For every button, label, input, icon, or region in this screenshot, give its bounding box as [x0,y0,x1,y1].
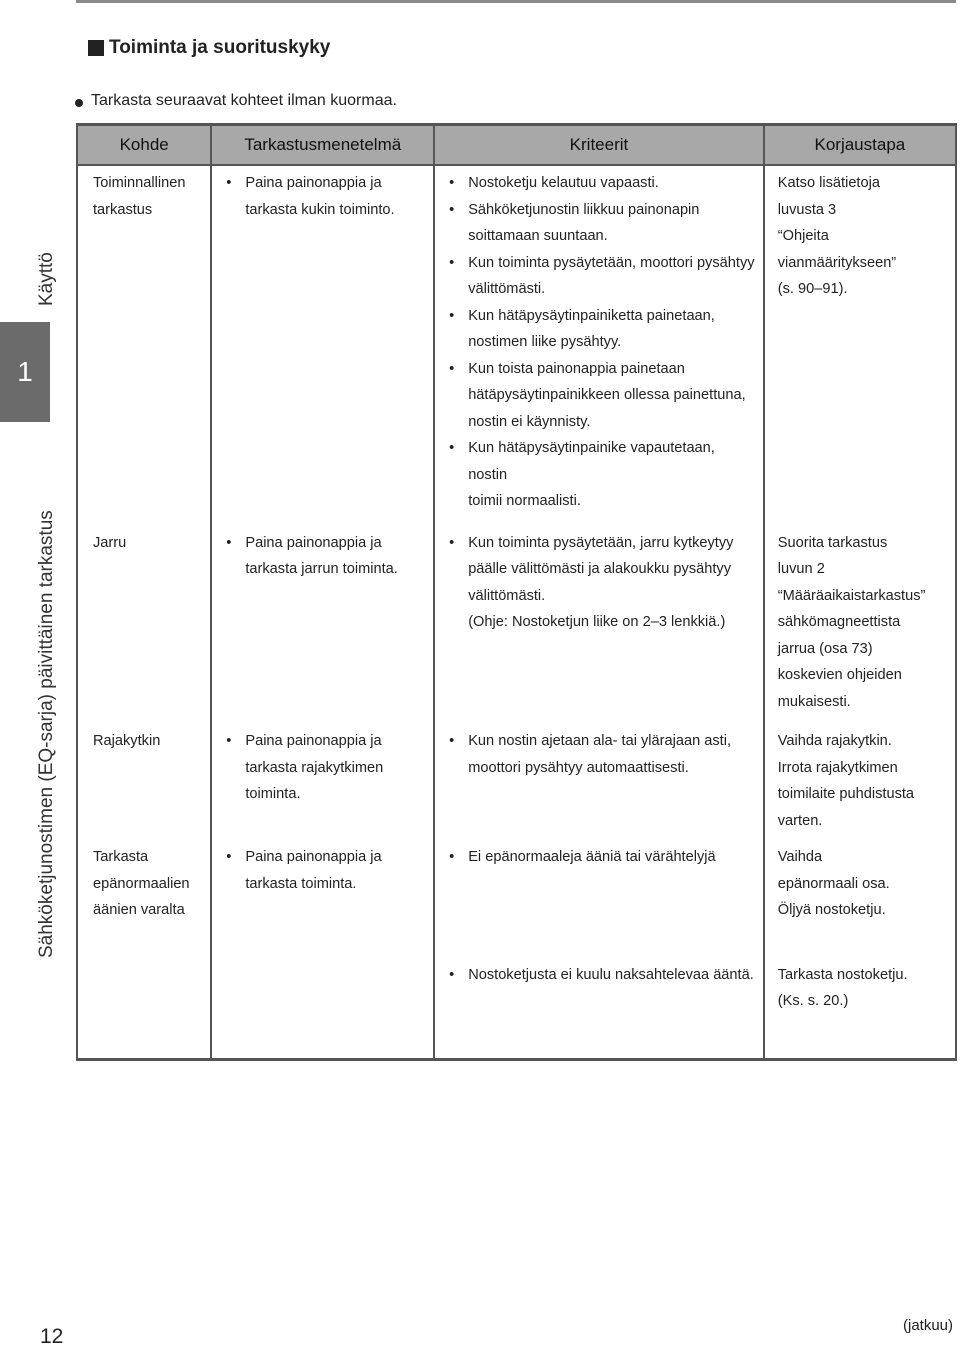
cell-remedy: Katso lisätietoja luvusta 3 “Ohjeita vianmääritykseen” (s. 90–91). [764,165,956,523]
list-item: • Kun nostin ajetaan ala- tai ylärajaan asti, moottori pysähtyy automaattisesti. [449,733,732,776]
cell-remedy: Suorita tarkastus luvun 2 “Määräaikaistarkastus” sähkömagneettista jarrua (osa 73) koskevien ohjeiden mukaisesti. [764,523,956,724]
list-item: • Sähköketjunostin liikkuu painonapin soittamaan suuntaan. [449,201,700,244]
cell-remedy: Vaihda rajakytkin. Irrota rajakytkimen toimilaite puhdistusta varten. [764,723,956,842]
cell-remedy: Vaihda epänormaali osa. Öljyä nostoketju. [764,842,956,962]
cell-item [77,962,211,1060]
square-bullet-icon [88,40,104,56]
list-item: • Nostoketju kelautuu vapaasti. [449,175,659,191]
cell-criteria [434,842,764,962]
page-number: 12 [40,1325,64,1348]
cell-method [211,962,434,1060]
list-item: • Paina painonappia ja tarkasta jarrun toiminta. [226,534,398,577]
chapter-number: 1 [17,356,33,387]
cell-item: Jarru [77,523,211,724]
cell-criteria [434,523,764,724]
list-item: • Ei epänormaaleja ääniä tai värähtelyjä [449,849,716,865]
sidebar-section-title: Sähköketjunostimen (EQ-sarja) päivittäinen tarkastus [36,510,57,958]
list-item: • Nostoketjusta ei kuulu naksahtelevaa ääntä. [449,966,754,983]
cell-method [211,842,434,962]
table-row [77,962,956,1060]
continued-label: (jatkuu) [903,1317,954,1334]
cell-criteria [434,962,764,1060]
list-item: • Paina painonappia ja tarkasta toiminta. [226,849,382,892]
cell-method [211,523,434,724]
list-item: • Kun toiminta pysäytetään, jarru kytkeytyy päälle välittömästi ja alakoukku pysähtyy välittömästi. (Ohje: Nostoketjun liike on 2–3 lenkkiä.) [449,534,734,630]
header-method: Tarkastusmenetelmä [211,125,434,166]
instruction-line [75,92,397,110]
instruction-text: Tarkasta seuraavat kohteet ilman kuormaa. [91,92,397,109]
table-row [77,723,956,842]
chapter-number-tab [0,322,50,422]
cell-item: Toiminnallinen tarkastus [77,165,211,523]
list-item: • Kun toiminta pysäytetään, moottori pysähtyy välittömästi. [449,254,755,297]
cell-item: Rajakytkin [77,723,211,842]
list-item: • Paina painonappia ja tarkasta rajakytkimen toiminta. [226,733,384,802]
table-row [77,165,956,523]
table-header-row [77,125,956,166]
header-remedy: Korjaustapa [764,125,956,166]
inspection-table [76,123,957,1061]
list-item: • Paina painonappia ja tarkasta kukin toiminto. [226,175,395,218]
cell-item: Tarkasta epänormaalien äänien varalta [77,842,211,962]
header-criteria: Kriteerit [434,125,764,166]
cell-method [211,723,434,842]
cell-criteria [434,723,764,842]
cell-remedy: Tarkasta nostoketju. (Ks. s. 20.) [764,962,956,1060]
header-item: Kohde [77,125,211,166]
table-row [77,523,956,724]
cell-method [211,165,434,523]
top-rule [76,0,956,3]
section-title: Toiminta ja suorituskyky [109,37,331,58]
list-item: • Kun hätäpysäytinpainiketta painetaan, nostimen liike pysähtyy. [449,307,715,350]
list-item: • Kun toista painonappia painetaan hätäpysäytinpainikkeen ollessa painettuna, nostin ei käynnisty. [449,360,746,430]
table-row [77,842,956,962]
chapter-title: Käyttö [36,252,57,306]
round-bullet-icon [75,99,83,107]
list-item: • Kun hätäpysäytinpainike vapautetaan, nostin toimii normaalisti. [449,440,715,509]
section-heading [88,36,330,60]
cell-criteria [434,165,764,523]
